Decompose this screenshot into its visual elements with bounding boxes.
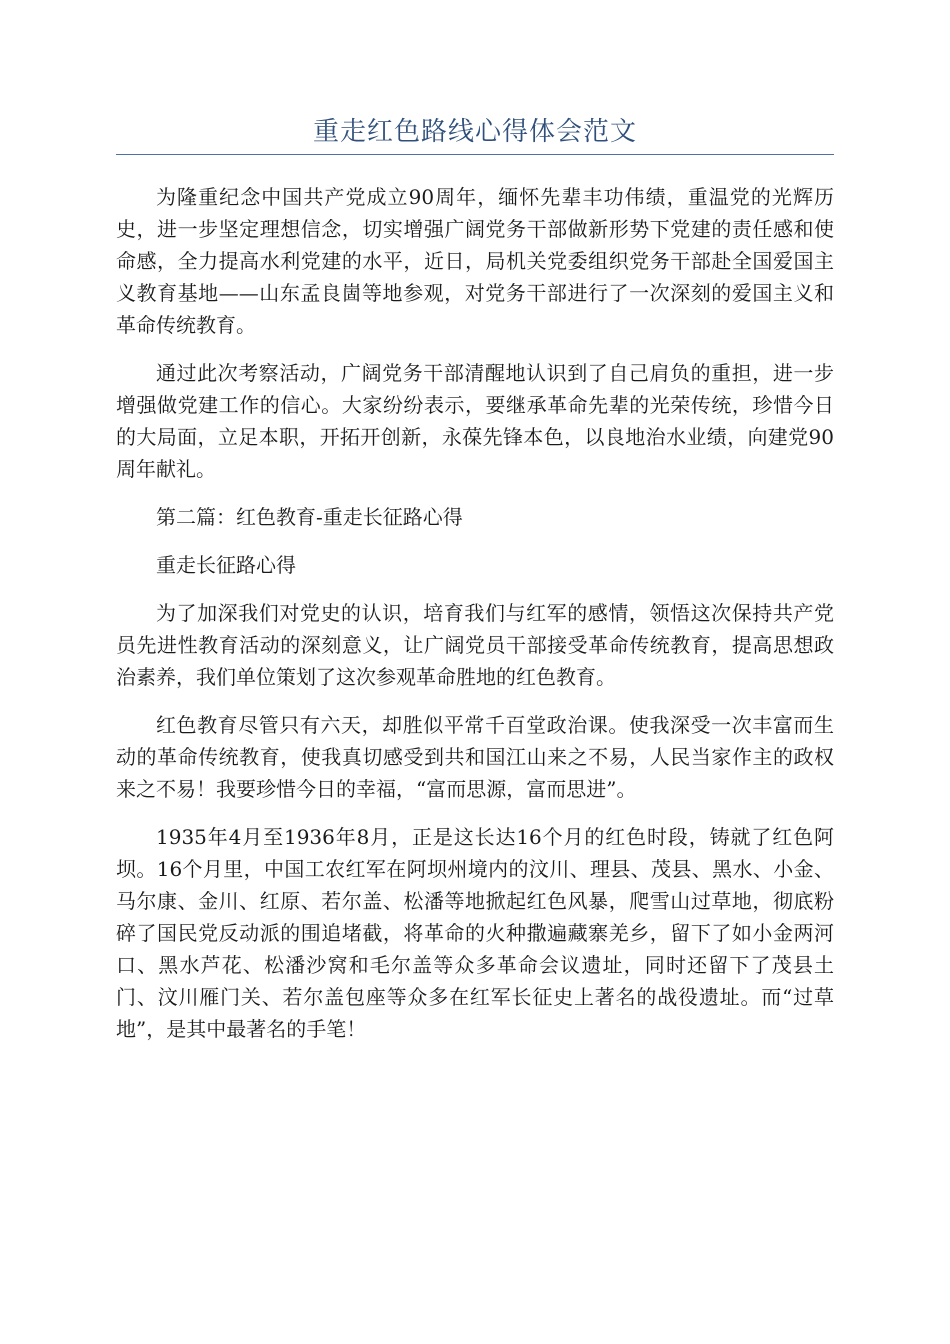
title-underline [116, 154, 834, 155]
paragraph-history: 1935年4月至1936年8月，正是这长达16个月的红色时段，铸就了红色阿坝。16个月里，中国工农红军在阿坝州境内的汶川、理县、茂县、黑水、小金、马尔康、金川、红原、若尔盖、松潘等地掀起红色风暴，爬雪山过草地，彻底粉碎了国民党反动派的围追堵截，将革命的火种撒遍藏寨羌乡，留下了如小金两河口、黑水芦花、松潘沙窝和毛尔盖等众多革命会议遗址，同时还留下了茂县土门、汶川雁门关、若尔盖包座等众多在红军长征史上著名的战役遗址。而“过草地”，是其中最著名的手笔！ [116, 825, 834, 1041]
paragraph-activity-summary: 通过此次考察活动，广阔党务干部清醒地认识到了自己肩负的重担，进一步增强做党建工作的信心。大家纷纷表示，要继承革命先辈的光荣传统，珍惜今日的大局面，立足本职，开拓开创新，永葆先锋本色，以良地治水业绩，向建党90周年献礼。 [116, 361, 834, 481]
section-subtitle: 重走长征路心得 [156, 553, 296, 577]
paragraph-intro: 为隆重纪念中国共产党成立90周年，缅怀先辈丰功伟绩，重温党的光辉历史，进一步坚定理想信念，切实增强广阔党务干部做新形势下党建的责任感和使命感，全力提高水利党建的水平，近日，局机关党委组织党务干部赴全国爱国主义教育基地——山东孟良崮等地参观，对党务干部进行了一次深刻的爱国主义和革命传统教育。 [116, 185, 834, 337]
paragraph-purpose: 为了加深我们对党史的认识，培育我们与红军的感情，领悟这次保持共产党员先进性教育活动的深刻意义，让广阔党员干部接受革命传统教育，提高思想政治素养，我们单位策划了这次参观革命胜地的红色教育。 [116, 601, 834, 689]
section-heading-second-article: 第二篇：红色教育-重走长征路心得 [156, 505, 463, 529]
document-title: 重走红色路线心得体会范文 [312, 117, 637, 147]
paragraph-reflection: 红色教育尽管只有六天，却胜似平常千百堂政治课。使我深受一次丰富而生动的革命传统教育，使我真切感受到共和国江山来之不易，人民当家作主的政权来之不易！我要珍惜今日的幸福，“富而思源，富而思进”。 [116, 713, 834, 801]
document-page [116, 110, 834, 1061]
